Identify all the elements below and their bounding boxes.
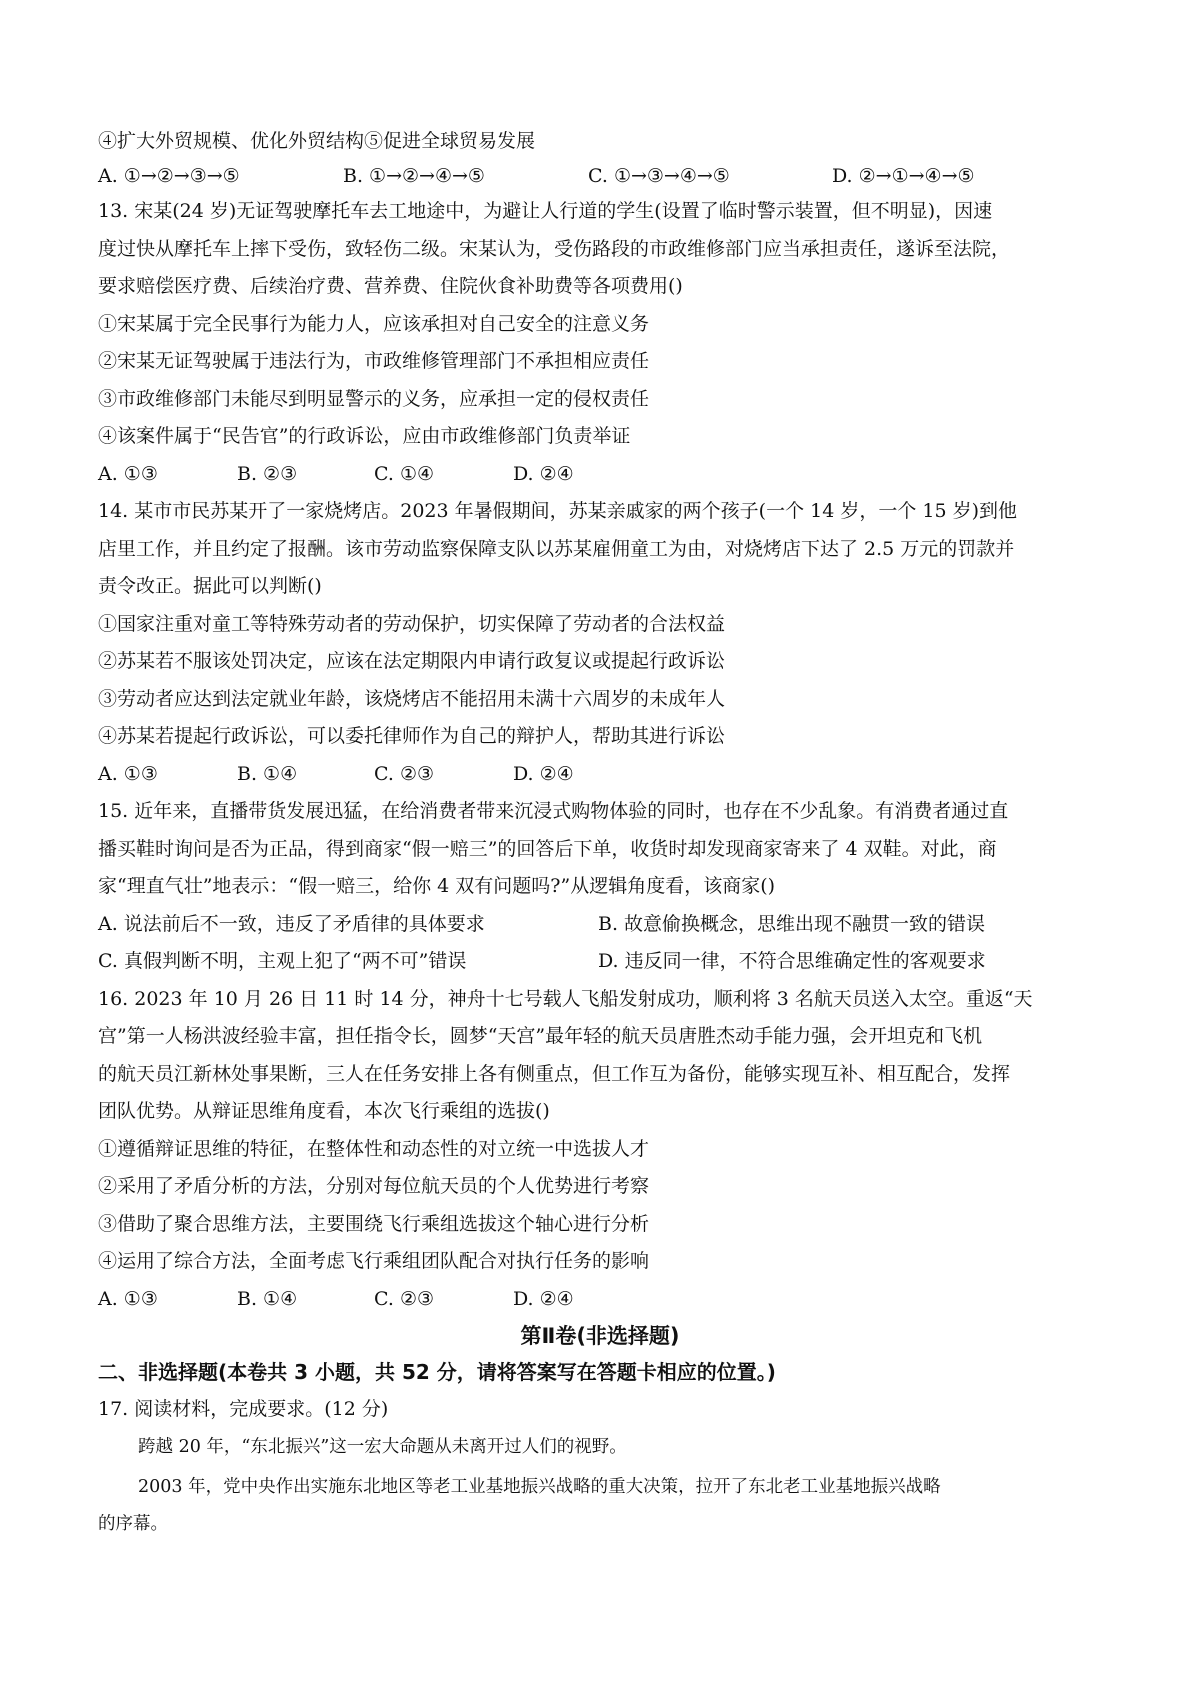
q17-material-p2-line-1: 2003 年，党中央作出实施东北地区等老工业基地振兴战略的重大决策，拉开了东北老工业基地振兴战略 (138, 1477, 941, 1497)
q17-material-p1: 跨越 20 年，“东北振兴”这一宏大命题从未离开过人们的视野。 (138, 1437, 627, 1457)
q13-item-3: ③市政维修部门未能尽到明显警示的义务，应承担一定的侵权责任 (98, 388, 650, 410)
q15-option-c: C. 真假判断不明，主观上犯了“两不可”错误 (98, 950, 467, 972)
q14-item-3: ③劳动者应达到法定就业年龄，该烧烤店不能招用未满十六周岁的未成年人 (98, 688, 726, 710)
q13-option-a: A. ①③ (98, 463, 158, 485)
q13-option-c: C. ①④ (374, 463, 435, 485)
q15-stem-line-2: 播买鞋时询问是否为正品，得到商家“假一赔三”的回答后下单，收货时却发现商家寄来了 4 双鞋。对此，商 (98, 838, 997, 860)
q14-option-a: A. ①③ (98, 763, 158, 785)
q15-stem-line-1: 15. 近年来，直播带货发展迅猛，在给消费者带来沉浸式购物体验的同时，也存在不少乱象。有消费者通过直 (98, 800, 1009, 822)
q14-stem-line-1: 14. 某市市民苏某开了一家烧烤店。2023 年暑假期间，苏某亲戚家的两个孩子(一个 14 岁，一个 15 岁)到他 (98, 500, 1017, 522)
q14-item-4: ④苏某若提起行政诉讼，可以委托律师作为自己的辩护人，帮助其进行诉讼 (98, 725, 726, 747)
part-2-title: 第Ⅱ卷(非选择题) (520, 1324, 680, 1348)
q14-stem-line-2: 店里工作，并且约定了报酬。该市劳动监察保障支队以苏某雇佣童工为由，对烧烤店下达了 2.5 万元的罚款并 (98, 538, 1015, 560)
q14-item-1: ①国家注重对童工等特殊劳动者的劳动保护，切实保障了劳动者的合法权益 (98, 613, 726, 635)
q13-stem-line-2: 度过快从摩托车上摔下受伤，致轻伤二级。宋某认为，受伤路段的市政维修部门应当承担责任，遂诉至法院， (98, 238, 1011, 260)
q16-option-a: A. ①③ (98, 1288, 158, 1310)
q14-option-b: B. ①④ (237, 763, 298, 785)
q13-item-2: ②宋某无证驾驶属于违法行为，市政维修管理部门不承担相应责任 (98, 350, 650, 372)
q12-option-a: A. ①→②→③→⑤ (98, 165, 240, 187)
q15-option-a: A. 说法前后不一致，违反了矛盾律的具体要求 (98, 913, 485, 935)
q13-item-4: ④该案件属于“民告官”的行政诉讼，应由市政维修部门负责举证 (98, 425, 631, 447)
q13-stem-line-3: 要求赔偿医疗费、后续治疗费、营养费、住院伙食补助费等各项费用() (98, 275, 683, 297)
section-2-heading: 二、非选择题(本卷共 3 小题，共 52 分，请将答案写在答题卡相应的位置。) (98, 1360, 776, 1384)
q16-stem-line-3: 的航天员江新林处事果断，三人在任务安排上各有侧重点，但工作互为备份，能够实现互补、相互配合，发挥 (98, 1063, 1011, 1085)
q15-option-d: D. 违反同一律，不符合思维确定性的客观要求 (598, 950, 986, 972)
q16-item-3: ③借助了聚合思维方法，主要围绕飞行乘组选拔这个轴心进行分析 (98, 1213, 650, 1235)
q16-option-d: D. ②④ (513, 1288, 574, 1310)
q16-option-c: C. ②③ (374, 1288, 435, 1310)
q14-item-2: ②苏某若不服该处罚决定，应该在法定期限内申请行政复议或提起行政诉讼 (98, 650, 726, 672)
q12-option-c: C. ①→③→④→⑤ (588, 165, 730, 187)
q15-option-b: B. 故意偷换概念，思维出现不融贯一致的错误 (598, 913, 986, 935)
option-item-4-5: ④扩大外贸规模、优化外贸结构⑤促进全球贸易发展 (98, 130, 536, 152)
q16-item-4: ④运用了综合方法，全面考虑飞行乘组团队配合对执行任务的影响 (98, 1250, 650, 1272)
q12-option-d: D. ②→①→④→⑤ (832, 165, 975, 187)
q17-material-p2-line-2: 的序幕。 (98, 1514, 168, 1534)
q14-option-d: D. ②④ (513, 763, 574, 785)
q12-option-b: B. ①→②→④→⑤ (343, 165, 485, 187)
q16-stem-line-1: 16. 2023 年 10 月 26 日 11 时 14 分，神舟十七号载人飞船发射成功，顺利将 3 名航天员送入太空。重返“天 (98, 988, 1033, 1010)
q13-item-1: ①宋某属于完全民事行为能力人，应该承担对自己安全的注意义务 (98, 313, 650, 335)
q15-stem-line-3: 家“理直气壮”地表示：“假一赔三，给你 4 双有问题吗?”从逻辑角度看，该商家() (98, 875, 776, 897)
q13-option-d: D. ②④ (513, 463, 574, 485)
q17-stem: 17. 阅读材料，完成要求。(12 分) (98, 1398, 389, 1420)
q16-item-1: ①遵循辩证思维的特征，在整体性和动态性的对立统一中选拔人才 (98, 1138, 650, 1160)
q13-stem-line-1: 13. 宋某(24 岁)无证驾驶摩托车去工地途中，为避让人行道的学生(设置了临时警示装置，但不明显)，因速 (98, 200, 993, 222)
q16-stem-line-4: 团队优势。从辩证思维角度看，本次飞行乘组的选拔() (98, 1100, 550, 1122)
q13-option-b: B. ②③ (237, 463, 298, 485)
q16-stem-line-2: 宫”第一人杨洪波经验丰富，担任指令长，圆梦“天宫”最年轻的航天员唐胜杰动手能力强，会开坦克和飞机 (98, 1025, 983, 1047)
q16-option-b: B. ①④ (237, 1288, 298, 1310)
q14-stem-line-3: 责令改正。据此可以判断() (98, 575, 322, 597)
q14-option-c: C. ②③ (374, 763, 435, 785)
q16-item-2: ②采用了矛盾分析的方法，分别对每位航天员的个人优势进行考察 (98, 1175, 650, 1197)
